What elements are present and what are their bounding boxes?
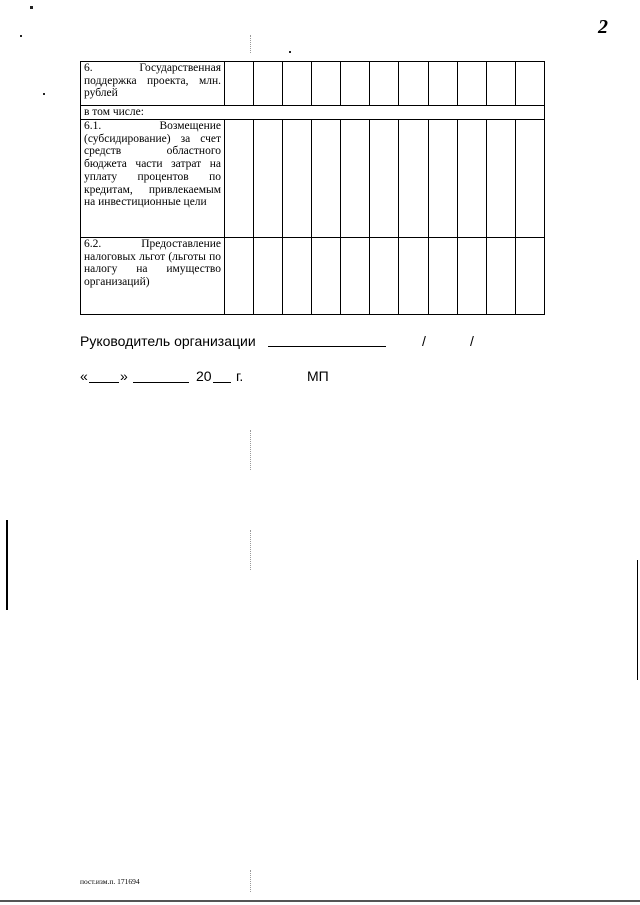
date-year-suffix: г.: [236, 368, 244, 384]
table-cell: [399, 62, 428, 106]
table-cell: [515, 62, 544, 106]
table-cell: [486, 238, 515, 315]
scan-fold-mark: [250, 530, 251, 570]
table-row: [81, 106, 545, 120]
signature-line: [268, 346, 386, 347]
table-cell: [370, 62, 399, 106]
table-cell: [254, 62, 283, 106]
table-cell: [399, 238, 428, 315]
row-label-state-support: 6. Государственная поддержка проекта, млн. рублей: [81, 62, 225, 106]
date-month-blank: [133, 382, 189, 383]
table-cell: [341, 120, 370, 238]
table-cell: [428, 238, 457, 315]
table-cell: [254, 120, 283, 238]
table-cell: [312, 238, 341, 315]
signature-slash: /: [470, 333, 474, 349]
scan-fold-mark: [250, 430, 251, 470]
scan-fold-mark: [250, 35, 251, 53]
table-cell: [225, 120, 254, 238]
table-cell: [341, 62, 370, 106]
table-cell: [254, 238, 283, 315]
scan-speck: [30, 6, 33, 9]
table-cell: [486, 120, 515, 238]
date-day-blank: [89, 382, 119, 383]
table-row: [81, 62, 545, 106]
table-cell: [341, 238, 370, 315]
scan-speck: [20, 35, 22, 37]
table-cell: [283, 62, 312, 106]
table-cell: [486, 62, 515, 106]
table-cell: [399, 120, 428, 238]
signature-label: Руководитель организации: [80, 333, 256, 349]
table-row: [81, 120, 545, 238]
scan-speck: [289, 51, 291, 53]
signature-slash: /: [422, 333, 426, 349]
table-cell: [457, 120, 486, 238]
table-cell: [515, 120, 544, 238]
date-year-prefix: 20: [196, 368, 212, 384]
date-open-quote: «: [80, 368, 88, 384]
page-number: 2: [598, 16, 608, 38]
date-close-quote: »: [120, 368, 128, 384]
footer-note: пост.изм.п. 171694: [80, 877, 140, 886]
row-label-subsidy: 6.1. Возмещение (субсидирование) за счет средств областного бюджета части затрат на уплату процентов по кредитам, привлекаемым на инвестиционные цели: [81, 120, 225, 238]
table-cell: [283, 120, 312, 238]
table-cell: [428, 120, 457, 238]
row-label-tax-benefits: 6.2. Предоставление налоговых льгот (льготы по налогу на имущество организаций): [81, 238, 225, 315]
stamp-label: МП: [307, 368, 329, 384]
table-cell: [312, 120, 341, 238]
scan-speck: [43, 93, 45, 95]
table-cell: [428, 62, 457, 106]
table-cell: [457, 238, 486, 315]
table-cell: [225, 238, 254, 315]
table-cell: [370, 238, 399, 315]
support-table: [80, 61, 545, 315]
scan-fold-mark: [250, 870, 251, 892]
scan-bottom-edge: [0, 900, 640, 902]
date-year-blank: [213, 382, 231, 383]
table-cell: [370, 120, 399, 238]
scan-right-edge: [637, 560, 638, 680]
table-cell: [312, 62, 341, 106]
table-row: [81, 238, 545, 315]
table-cell: [283, 238, 312, 315]
table-cell: [225, 62, 254, 106]
table-cell: [515, 238, 544, 315]
row-label-including: в том числе:: [81, 106, 545, 120]
table-cell: [457, 62, 486, 106]
scan-left-edge: [6, 520, 8, 610]
